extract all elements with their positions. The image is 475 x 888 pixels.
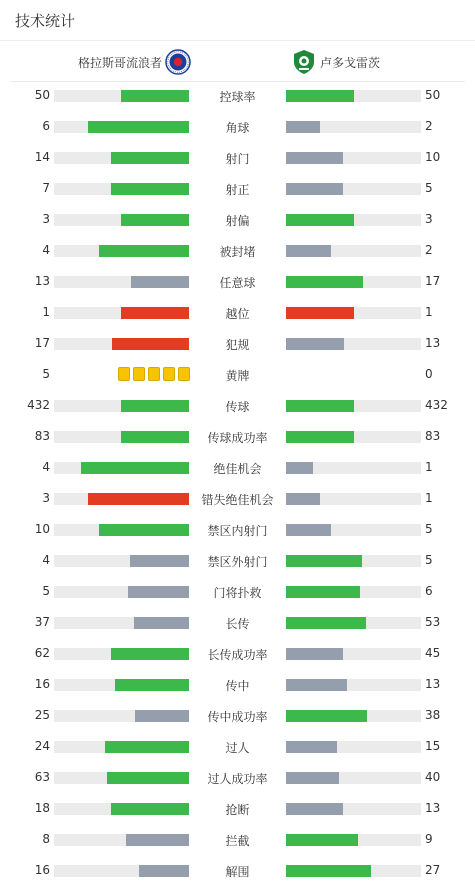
home-team-crest-icon <box>165 49 191 79</box>
stat-row <box>0 299 475 330</box>
away-stat-bar-fill <box>286 152 343 164</box>
away-stat-bar <box>286 245 421 257</box>
home-stat-value: 5 <box>42 367 50 381</box>
home-stat-value: 3 <box>42 491 50 505</box>
home-stat-value: 4 <box>42 460 50 474</box>
home-stat-bar <box>54 772 189 784</box>
home-stat-bar <box>54 400 189 412</box>
stat-row <box>0 206 475 237</box>
away-stat-value: 83 <box>425 429 441 443</box>
away-stat-bar-fill <box>286 338 344 350</box>
stat-row <box>0 392 475 423</box>
stat-label: 过人 <box>225 741 250 755</box>
away-stat-bar-fill <box>286 772 339 784</box>
home-stat-bar <box>54 214 189 226</box>
stat-label: 控球率 <box>219 90 256 104</box>
stat-label: 过人成功率 <box>207 772 268 786</box>
away-stat-bar <box>286 648 421 660</box>
stat-label: 犯规 <box>225 338 250 352</box>
home-stat-bar-fill <box>88 121 189 133</box>
stat-label: 拦截 <box>225 834 250 848</box>
home-stat-value: 4 <box>42 243 50 257</box>
header-divider <box>0 40 475 41</box>
home-stat-value: 5 <box>42 584 50 598</box>
home-stat-value: 63 <box>34 770 50 784</box>
home-stat-value: 16 <box>34 863 50 877</box>
home-stat-bar <box>54 431 189 443</box>
home-stat-bar-fill <box>107 772 189 784</box>
away-stat-value: 53 <box>425 615 441 629</box>
away-stat-value: 27 <box>425 863 441 877</box>
away-stat-bar-fill <box>286 741 337 753</box>
away-stat-bar <box>286 307 421 319</box>
home-stat-value: 6 <box>42 119 50 133</box>
away-stat-bar-fill <box>286 679 347 691</box>
away-stat-bar <box>286 741 421 753</box>
stat-row <box>0 361 475 392</box>
away-stat-bar <box>286 338 421 350</box>
home-stat-bar-fill <box>99 245 189 257</box>
away-stat-bar <box>286 121 421 133</box>
home-stat-bar-fill <box>99 524 189 536</box>
stat-label: 传中 <box>225 679 250 693</box>
home-stat-bar <box>54 121 189 133</box>
stat-label: 长传 <box>225 617 250 631</box>
home-stat-bar <box>54 648 189 660</box>
stat-row <box>0 826 475 857</box>
stat-label: 射门 <box>225 152 250 166</box>
away-stat-bar-fill <box>286 121 320 133</box>
home-stat-value: 50 <box>34 88 50 102</box>
stat-label: 禁区内射门 <box>207 524 268 538</box>
away-stat-bar-fill <box>286 648 343 660</box>
away-stat-value: 1 <box>425 491 433 505</box>
home-stat-bar <box>54 865 189 877</box>
away-stat-bar <box>286 803 421 815</box>
stat-row <box>0 547 475 578</box>
away-stat-value: 0 <box>425 367 433 381</box>
home-stat-value: 10 <box>34 522 50 536</box>
page-title: 技术统计 <box>15 12 76 30</box>
away-stat-bar <box>286 276 421 288</box>
stat-label: 任意球 <box>219 276 256 290</box>
home-stat-bar-fill <box>121 90 189 102</box>
home-stat-bar <box>54 741 189 753</box>
stat-row <box>0 640 475 671</box>
away-stat-value: 2 <box>425 119 433 133</box>
home-stat-bar-fill <box>111 183 189 195</box>
stat-row <box>0 857 475 888</box>
away-stat-bar-fill <box>286 524 331 536</box>
away-stat-bar-fill <box>286 214 354 226</box>
stat-row <box>0 795 475 826</box>
home-stat-bar <box>54 493 189 505</box>
away-stat-value: 50 <box>425 88 441 102</box>
home-stat-value: 83 <box>34 429 50 443</box>
home-stat-value: 37 <box>34 615 50 629</box>
away-stat-value: 1 <box>425 305 433 319</box>
away-stat-bar-fill <box>286 865 371 877</box>
home-stat-bar <box>54 462 189 474</box>
home-stat-bar <box>54 555 189 567</box>
away-stat-bar-fill <box>286 803 343 815</box>
yellow-card-icon <box>163 367 175 381</box>
home-stat-bar-fill <box>111 648 189 660</box>
stat-label: 抢断 <box>225 803 250 817</box>
away-stat-bar <box>286 152 421 164</box>
home-stat-value: 3 <box>42 212 50 226</box>
away-stat-bar <box>286 772 421 784</box>
stat-label: 传球成功率 <box>207 431 268 445</box>
home-stat-bar-fill <box>139 865 189 877</box>
home-stat-bar <box>54 710 189 722</box>
teams-header <box>0 45 475 79</box>
home-stat-bar-fill <box>128 586 189 598</box>
away-stat-value: 5 <box>425 181 433 195</box>
stat-row <box>0 578 475 609</box>
away-stat-bar-fill <box>286 431 354 443</box>
home-stat-bar <box>54 245 189 257</box>
away-stat-bar <box>286 679 421 691</box>
away-stat-value: 3 <box>425 212 433 226</box>
away-stat-bar <box>286 555 421 567</box>
stat-label: 被封堵 <box>219 245 256 259</box>
home-stat-bar-fill <box>111 152 189 164</box>
home-stat-bar <box>54 152 189 164</box>
home-stat-bar <box>54 276 189 288</box>
away-stat-value: 10 <box>425 150 441 164</box>
away-stat-bar <box>286 834 421 846</box>
home-stat-bar-fill <box>126 834 189 846</box>
away-stat-bar <box>286 617 421 629</box>
home-stat-bar-fill <box>134 617 189 629</box>
stat-label: 绝佳机会 <box>213 462 262 476</box>
stat-row <box>0 485 475 516</box>
away-stat-bar <box>286 865 421 877</box>
away-stat-bar-fill <box>286 555 362 567</box>
away-stat-bar <box>286 90 421 102</box>
away-stat-value: 5 <box>425 522 433 536</box>
home-stat-bar <box>54 183 189 195</box>
away-stat-bar <box>286 400 421 412</box>
yellow-card-icon <box>148 367 160 381</box>
stat-label: 传中成功率 <box>207 710 268 724</box>
home-stat-bar <box>54 90 189 102</box>
away-team-name: 卢多戈雷茨 <box>320 56 381 70</box>
away-stat-bar <box>286 524 421 536</box>
away-stat-value: 432 <box>425 398 448 412</box>
home-stat-value: 13 <box>34 274 50 288</box>
stat-row <box>0 268 475 299</box>
away-stat-bar <box>286 710 421 722</box>
away-stat-bar <box>286 462 421 474</box>
home-stat-bar <box>54 307 189 319</box>
home-stat-bar <box>54 524 189 536</box>
yellow-card-icon <box>133 367 145 381</box>
stat-row <box>0 609 475 640</box>
stat-row <box>0 671 475 702</box>
home-stat-value: 24 <box>34 739 50 753</box>
stat-label: 越位 <box>225 307 250 321</box>
home-stat-bar-fill <box>105 741 189 753</box>
away-stat-value: 9 <box>425 832 433 846</box>
home-stat-bar-fill <box>81 462 189 474</box>
yellow-card-icon <box>118 367 130 381</box>
away-stat-bar-fill <box>286 276 363 288</box>
away-stat-bar-fill <box>286 617 366 629</box>
stat-label: 角球 <box>225 121 250 135</box>
away-stat-bar <box>286 586 421 598</box>
home-stat-bar-fill <box>131 276 189 288</box>
home-stat-bar-fill <box>121 431 189 443</box>
stat-row <box>0 82 475 113</box>
home-stat-value: 16 <box>34 677 50 691</box>
home-stat-bar <box>54 586 189 598</box>
home-stat-value: 62 <box>34 646 50 660</box>
stat-row <box>0 733 475 764</box>
home-stat-value: 1 <box>42 305 50 319</box>
yellow-cards <box>118 367 190 381</box>
home-stat-value: 8 <box>42 832 50 846</box>
away-stat-bar-fill <box>286 90 354 102</box>
away-stat-value: 45 <box>425 646 441 660</box>
away-stat-value: 1 <box>425 460 433 474</box>
away-stat-bar-fill <box>286 493 320 505</box>
away-stat-bar <box>286 431 421 443</box>
stat-row <box>0 764 475 795</box>
home-stat-bar-fill <box>121 307 189 319</box>
stat-row <box>0 330 475 361</box>
away-stat-value: 13 <box>425 677 441 691</box>
stat-label: 长传成功率 <box>207 648 268 662</box>
stat-label: 黄牌 <box>225 369 250 383</box>
home-stat-bar-fill <box>111 803 189 815</box>
stat-row <box>0 702 475 733</box>
stat-row <box>0 423 475 454</box>
home-stat-bar-fill <box>112 338 189 350</box>
home-stat-bar-fill <box>130 555 189 567</box>
home-stat-bar <box>54 834 189 846</box>
stat-row <box>0 237 475 268</box>
away-stat-bar-fill <box>286 183 343 195</box>
away-stat-value: 13 <box>425 801 441 815</box>
away-stat-bar-fill <box>286 400 354 412</box>
home-stat-value: 432 <box>27 398 50 412</box>
away-stat-value: 15 <box>425 739 441 753</box>
home-stat-value: 14 <box>34 150 50 164</box>
home-stat-bar-fill <box>135 710 189 722</box>
stat-label: 传球 <box>225 400 250 414</box>
stat-row <box>0 113 475 144</box>
stat-row <box>0 175 475 206</box>
home-stat-bar-fill <box>88 493 189 505</box>
home-stat-bar-fill <box>115 679 189 691</box>
away-stat-bar-fill <box>286 307 354 319</box>
away-stat-bar-fill <box>286 586 360 598</box>
away-stat-value: 40 <box>425 770 441 784</box>
away-stat-value: 17 <box>425 274 441 288</box>
home-stat-bar-fill <box>121 214 189 226</box>
away-stat-bar-fill <box>286 245 331 257</box>
stat-label: 解围 <box>225 865 250 879</box>
home-stat-value: 4 <box>42 553 50 567</box>
away-stat-bar <box>286 214 421 226</box>
stat-row <box>0 454 475 485</box>
away-stat-value: 38 <box>425 708 441 722</box>
away-stat-value: 6 <box>425 584 433 598</box>
home-stat-bar <box>54 338 189 350</box>
home-stat-bar <box>54 617 189 629</box>
home-stat-bar <box>54 679 189 691</box>
away-team-crest-icon <box>292 49 316 79</box>
home-stat-value: 17 <box>34 336 50 350</box>
home-stat-value: 18 <box>34 801 50 815</box>
home-stat-value: 25 <box>34 708 50 722</box>
away-stat-value: 13 <box>425 336 441 350</box>
home-stat-bar <box>54 803 189 815</box>
away-stat-bar <box>286 183 421 195</box>
away-stat-bar-fill <box>286 710 367 722</box>
away-stat-bar-fill <box>286 834 358 846</box>
stat-label: 射偏 <box>225 214 250 228</box>
stat-label: 射正 <box>225 183 250 197</box>
home-team-name: 格拉斯哥流浪者 <box>77 56 162 70</box>
stat-label: 错失绝佳机会 <box>201 493 274 507</box>
stat-label: 禁区外射门 <box>207 555 268 569</box>
away-stat-value: 5 <box>425 553 433 567</box>
away-stat-value: 2 <box>425 243 433 257</box>
home-stat-value: 7 <box>42 181 50 195</box>
stat-label: 门将扑救 <box>213 586 262 600</box>
stat-row <box>0 516 475 547</box>
stat-row <box>0 144 475 175</box>
home-stat-bar-fill <box>121 400 189 412</box>
away-stat-bar-fill <box>286 462 313 474</box>
away-stat-bar <box>286 493 421 505</box>
